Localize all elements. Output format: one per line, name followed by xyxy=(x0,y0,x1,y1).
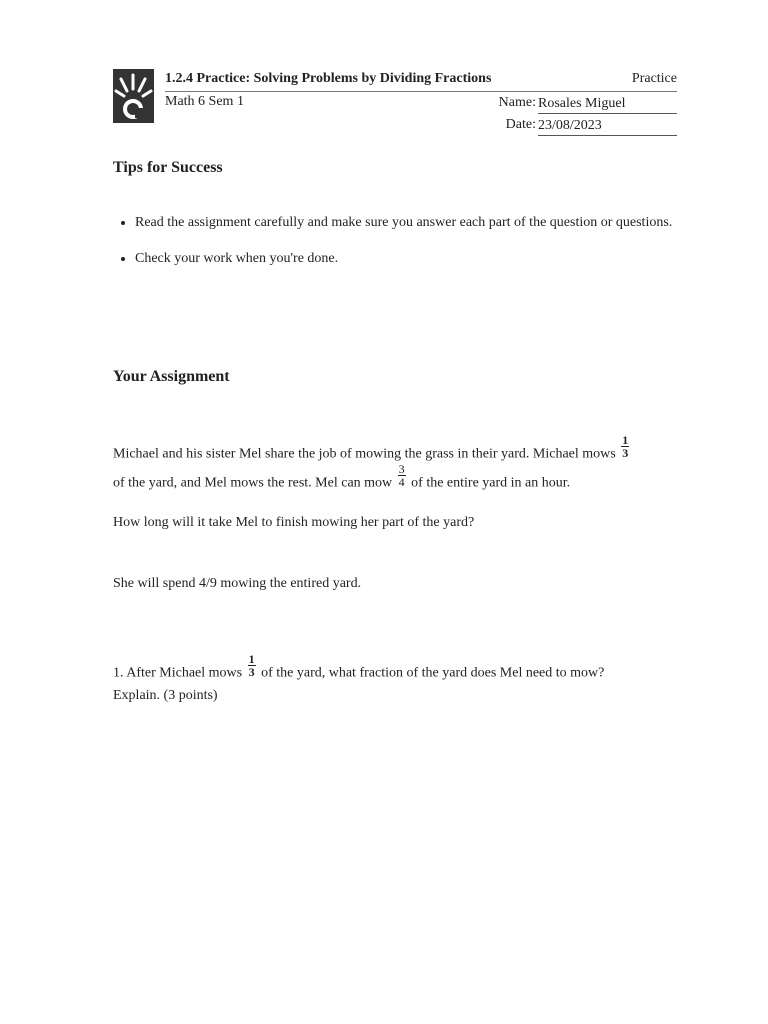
course-name: Math 6 Sem 1 xyxy=(165,94,244,109)
answer-text[interactable]: She will spend 4/9 mowing the entired yard. xyxy=(113,576,362,591)
problem-line-1 xyxy=(113,433,673,467)
fraction-three-fourths: $\frac{3}{4}$ xyxy=(398,462,405,489)
date-field[interactable]: 23/08/2023 xyxy=(538,116,677,136)
sunburst-logo-icon xyxy=(113,69,154,123)
name-field[interactable]: Rosales Miguel xyxy=(538,94,677,114)
date-label: Date: xyxy=(505,117,536,132)
problem-line-2 xyxy=(113,462,673,496)
question-1-text: of the yard, what fraction of the yard does Mel need to mow? xyxy=(261,665,605,681)
document-type-label: Practice xyxy=(631,71,677,86)
list-item: • Read the assignment carefully and make sure you answer each part of the question or questions. xyxy=(135,212,695,233)
page-title: 1.2.4 Practice: Solving Problems by Dividing Fractions xyxy=(165,71,492,86)
problem-text: of the yard, and Mel mows the rest. Mel can mow xyxy=(113,475,393,491)
tips-heading: Tips for Success xyxy=(113,159,223,176)
problem-text: Michael and his sister Mel share the job of mowing the grass in their yard. Michael mows xyxy=(113,446,616,462)
fraction-one-third: $\frac{1}{3}$ xyxy=(248,652,255,679)
assignment-heading: Your Assignment xyxy=(113,368,230,385)
name-label: Name: xyxy=(498,95,536,110)
fraction-one-third: $\frac{1}{3}$ xyxy=(622,433,629,460)
tips-list xyxy=(113,212,695,284)
list-item: • Check your work when you're done. xyxy=(135,248,695,269)
question-1-line-1 xyxy=(113,652,673,686)
header-divider xyxy=(165,91,677,92)
problem-text: of the entire yard in an hour. xyxy=(411,475,571,491)
question-1-text: 1. After Michael mows xyxy=(113,665,243,681)
question-1-line-2: Explain. (3 points) xyxy=(113,688,218,703)
question-text: How long will it take Mel to finish mowing her part of the yard? xyxy=(113,515,475,530)
